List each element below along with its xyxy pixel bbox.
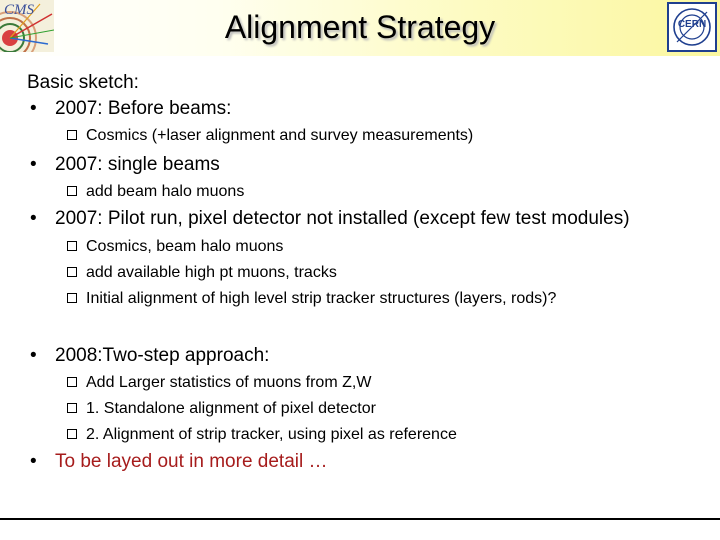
intro-text: Basic sketch: [27,72,139,93]
bullet-item [30,154,670,176]
sub-item [67,237,687,257]
sub-item-text: Cosmics, beam halo muons [86,238,284,255]
sub-item-text: Initial alignment of high level strip tracker structures (layers, rods)? [86,290,557,307]
bullet-text: 2007: Before beams: [55,98,232,119]
sub-item-text: 1. Standalone alignment of pixel detector [86,400,376,417]
sub-item [67,399,687,419]
sub-item [67,263,687,283]
checkbox-bullet-icon [67,267,77,277]
bullet-text: 2008:Two-step approach: [55,345,270,366]
sub-item [67,126,687,146]
bullet-marker: • [30,451,37,472]
bullet-marker: • [30,345,37,366]
bullet-item [30,345,670,367]
checkbox-bullet-icon [67,186,77,196]
bullet-item [30,451,670,473]
cern-logo-text: CERN [677,19,707,30]
checkbox-bullet-icon [67,130,77,140]
sub-item-text: Cosmics (+laser alignment and survey measurements) [86,127,474,144]
bullet-text: To be layed out in more detail … [55,451,328,472]
sub-item [67,182,687,202]
sub-item-text: add available high pt muons, tracks [86,264,337,281]
cms-logo-text: CMS [4,2,34,18]
sub-item-text: 2. Alignment of strip tracker, using pixel as reference [86,426,457,443]
bullet-item [30,98,670,120]
bullet-text: 2007: single beams [55,154,220,175]
sub-item [67,289,687,309]
bullet-marker: • [30,154,37,175]
sub-item [67,373,687,393]
slide-title: Alignment Strategy [224,9,496,45]
sub-item-text: Add Larger statistics of muons from Z,W [86,374,372,391]
checkbox-bullet-icon [67,403,77,413]
sub-item-text: add beam halo muons [86,183,245,200]
bullet-text: 2007: Pilot run, pixel detector not installed (except few test modules) [55,208,630,229]
bullet-marker: • [30,208,37,229]
bullet-item [30,208,690,230]
sub-item [67,425,687,445]
checkbox-bullet-icon [67,241,77,251]
checkbox-bullet-icon [67,429,77,439]
footer-rule [0,518,720,520]
bullet-marker: • [30,98,37,119]
checkbox-bullet-icon [67,293,77,303]
checkbox-bullet-icon [67,377,77,387]
